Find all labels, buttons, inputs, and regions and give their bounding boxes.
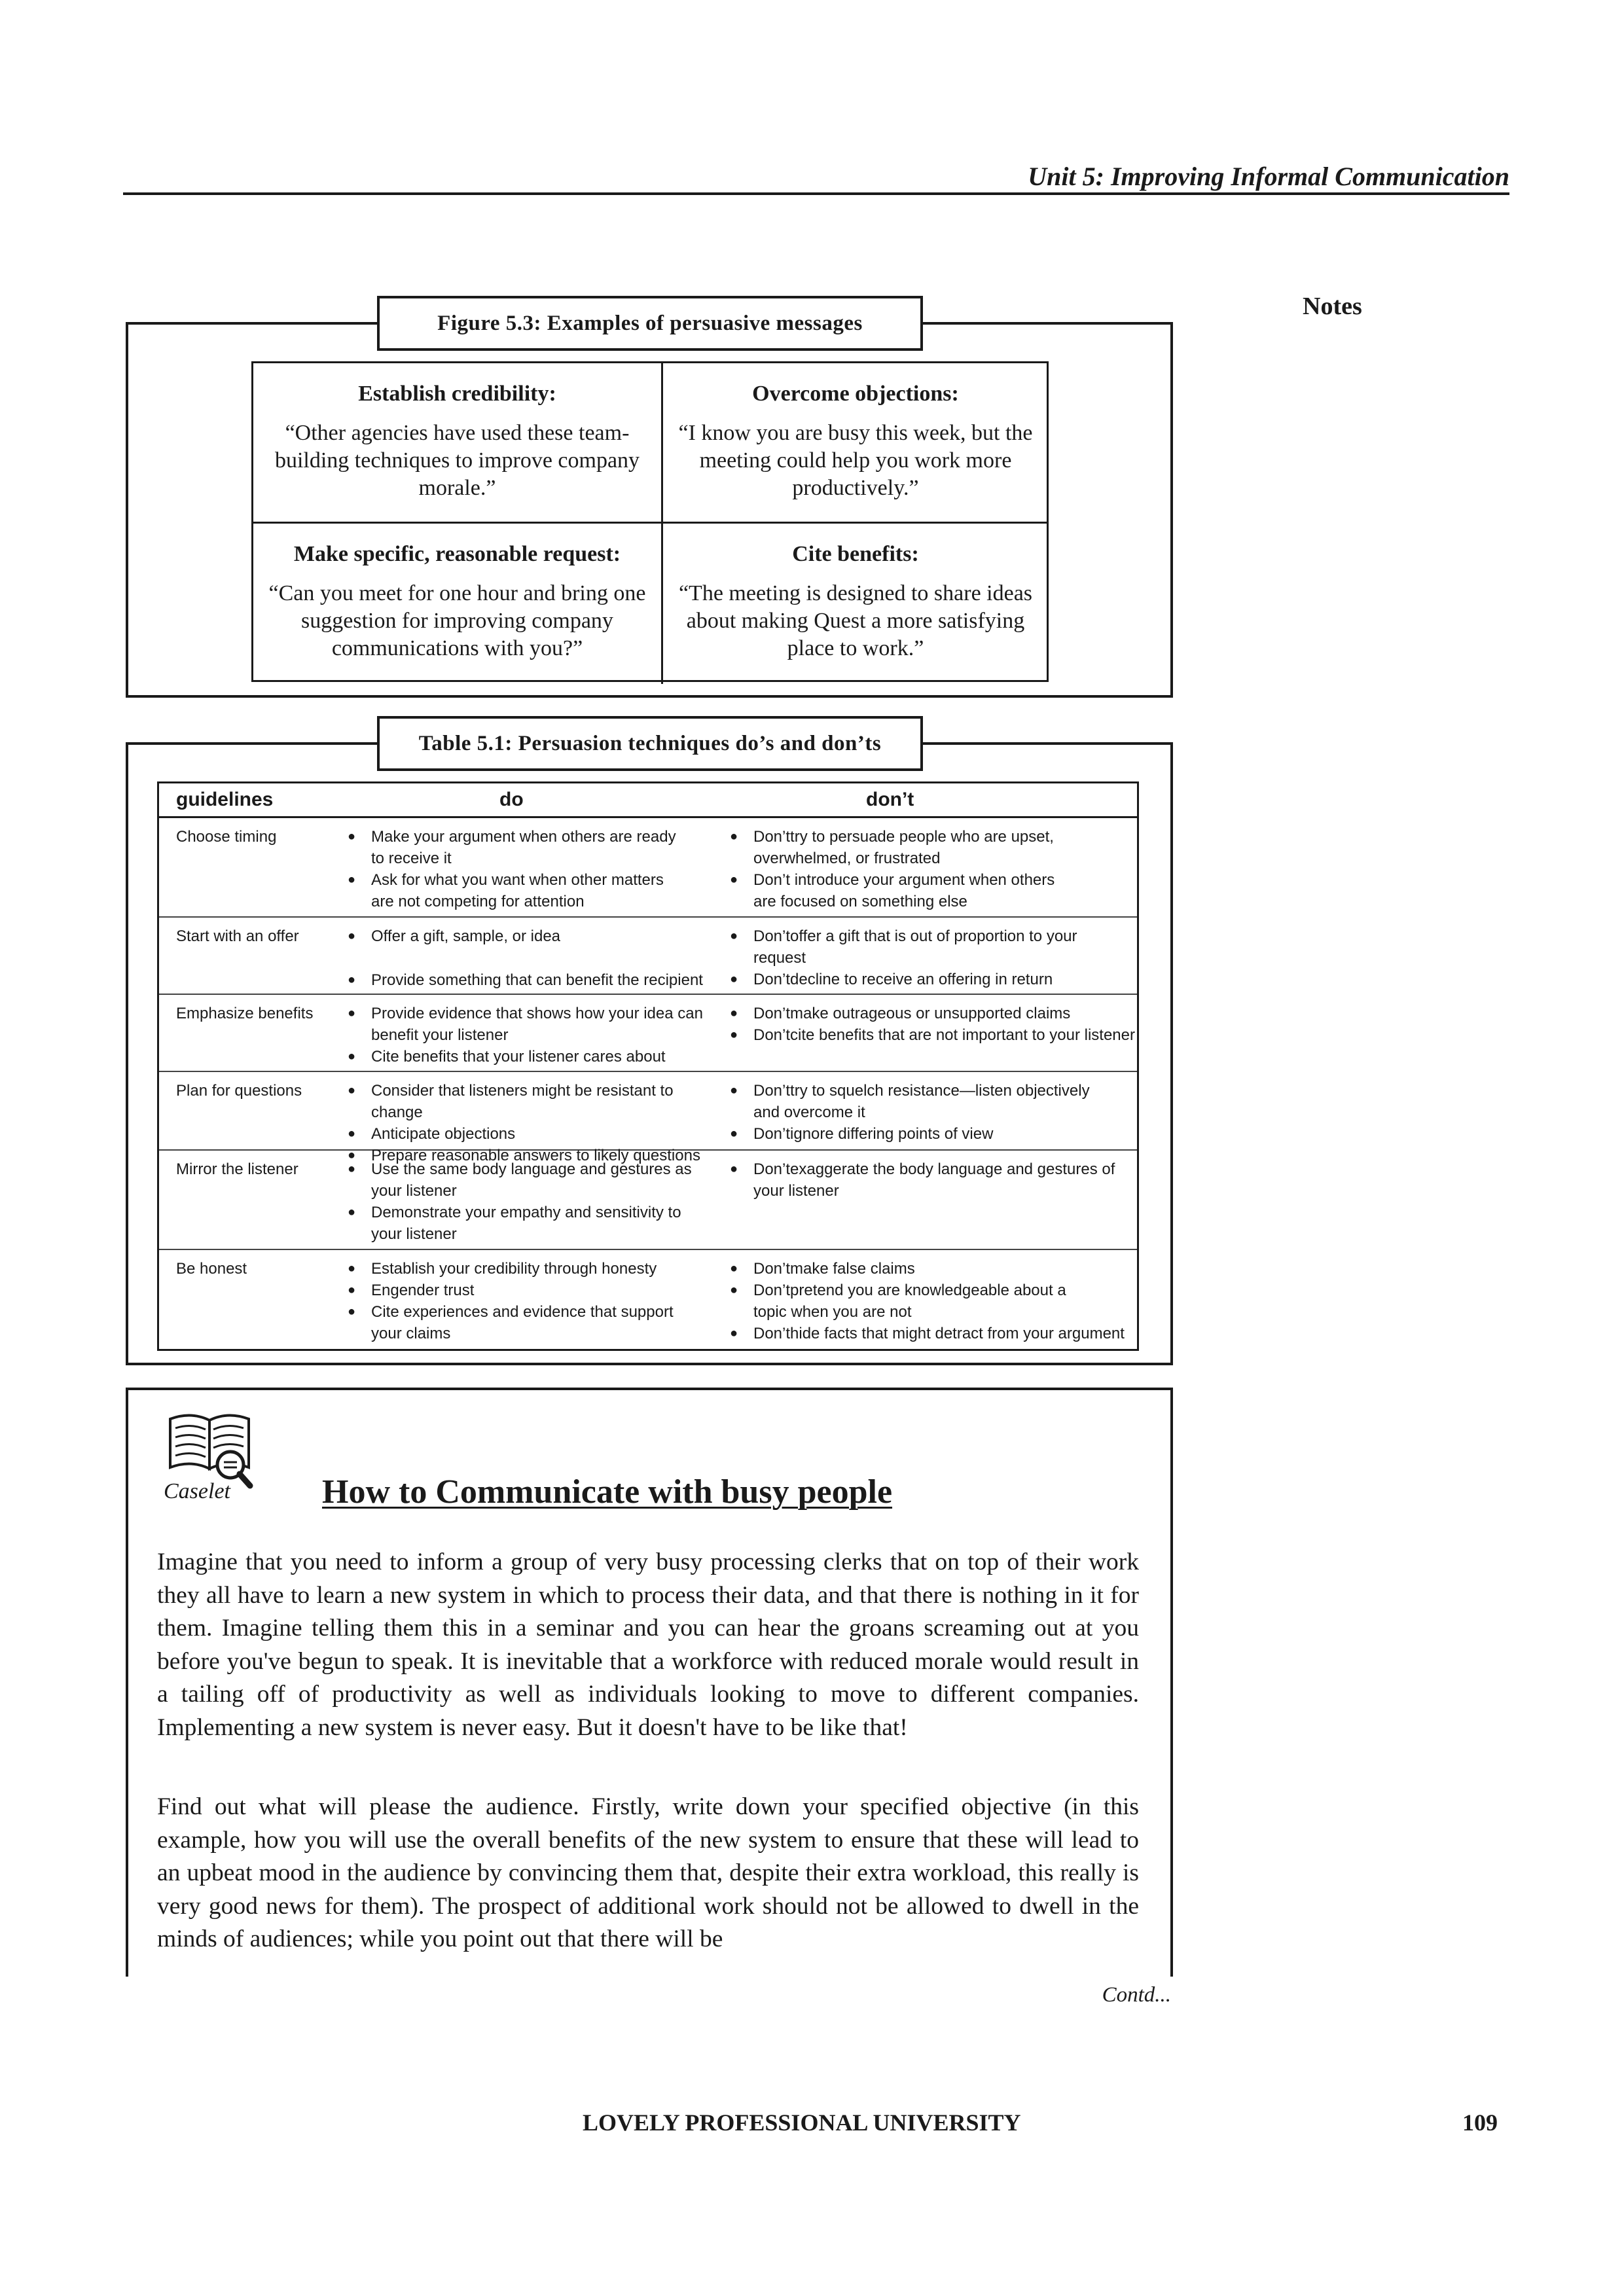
figure-cell-text: “The meeting is designed to share ideas about making Quest a more satisfying place to work.” bbox=[678, 581, 1033, 660]
dont-cell bbox=[730, 1003, 1136, 1046]
do-item: ● Anticipate objections bbox=[348, 1123, 721, 1145]
do-cell bbox=[348, 1258, 721, 1344]
do-item: ● Consider that listeners might be resistant to change bbox=[348, 1080, 721, 1123]
dont-cell bbox=[730, 1258, 1136, 1344]
dont-item: ● Don’tmake outrageous or unsupported claims bbox=[730, 1003, 1136, 1024]
do-item: ● Cite benefits that your listener cares about bbox=[348, 1046, 721, 1067]
dont-cell bbox=[730, 925, 1136, 990]
do-item: ● Offer a gift, sample, or idea bbox=[348, 925, 721, 947]
footer-institution: LOVELY PROFESSIONAL UNIVERSITY bbox=[583, 2109, 1021, 2136]
dont-item: ● Don’tignore differing points of view bbox=[730, 1123, 1136, 1145]
guideline-cell: Emphasize benefits bbox=[176, 1005, 314, 1022]
dont-item: ● Don’toffer a gift that is out of proportion to your request bbox=[730, 925, 1136, 969]
guideline-cell: Plan for questions bbox=[176, 1082, 302, 1100]
figure-cell-benefits bbox=[663, 524, 1048, 684]
do-cell bbox=[348, 1003, 721, 1067]
header-dont: don’t bbox=[866, 789, 914, 810]
dont-item: ● Don’ttry to persuade people who are upset, overwhelmed, or frustrated bbox=[730, 826, 1136, 869]
dont-item: ● Don’tcite benefits that are not important to your listener bbox=[730, 1024, 1136, 1046]
do-item: ● Prepare reasonable answers to likely questions bbox=[348, 1145, 721, 1166]
figure-cell-objections bbox=[663, 363, 1048, 524]
figure-cell-request bbox=[253, 524, 663, 684]
dont-item: and overcome it bbox=[753, 1103, 865, 1121]
running-header: Unit 5: Improving Informal Communication bbox=[1028, 162, 1509, 191]
do-item: ● Demonstrate your empathy and sensitivity to your listener bbox=[348, 1202, 721, 1245]
caselet-label: Caselet bbox=[164, 1479, 230, 1503]
figure-grid bbox=[251, 361, 1049, 682]
notes-label: Notes bbox=[1303, 293, 1362, 320]
persuasion-table bbox=[157, 781, 1139, 1351]
figure-cell-text: “Can you meet for one hour and bring one suggestion for improving company communications with you?” bbox=[268, 581, 646, 660]
table-row bbox=[159, 818, 1137, 918]
header-do: do bbox=[499, 789, 524, 810]
page-number: 109 bbox=[1462, 2109, 1498, 2136]
guideline-cell: Mirror the listener bbox=[176, 1160, 298, 1178]
continued-note: Contd... bbox=[1102, 1983, 1171, 2007]
guideline-cell: Start with an offer bbox=[176, 927, 299, 945]
caselet-title: How to Communicate with busy people bbox=[322, 1473, 893, 1511]
table-row bbox=[159, 1072, 1137, 1164]
dont-item: ● Don’thide facts that might detract from your argument bbox=[730, 1323, 1136, 1344]
dont-item: ● Don’tpretend you are knowledgeable about a bbox=[730, 1280, 1136, 1301]
dont-item: ● Don’tmake false claims bbox=[730, 1258, 1136, 1280]
figure-cell-heading: Establish credibility: bbox=[358, 382, 556, 406]
dont-cell bbox=[730, 826, 1136, 912]
table-header-row bbox=[159, 783, 1137, 818]
header-rule bbox=[123, 192, 1509, 195]
caselet-paragraph: Imagine that you need to inform a group of very busy processing clerks that on top of their work they all have to learn a new system in which to process their data, and that there is nothing in it for them. Imagine telling them this in a seminar and you can hear the groans screaming out at you before you've begun to speak. It is inevitable that a workforce with reduced morale would result in a tailing off of productivity as well as individuals looking to move to different companies. Implementing a new system is never easy. But it doesn't have to be like that! bbox=[157, 1549, 1139, 1741]
do-item: ● Provide evidence that shows how your idea can benefit your listener bbox=[348, 1003, 721, 1046]
guideline-cell: Choose timing bbox=[176, 828, 277, 846]
figure-title: Figure 5.3: Examples of persuasive messages bbox=[377, 296, 923, 351]
dont-item: ● Don’texaggerate the body language and gestures of your listener bbox=[730, 1158, 1136, 1202]
figure-cell-heading: Overcome objections: bbox=[752, 382, 959, 406]
do-item: ● Cite experiences and evidence that support your claims bbox=[348, 1301, 721, 1344]
figure-cell-text: “Other agencies have used these team-building techniques to improve company morale.” bbox=[274, 421, 640, 500]
do-item: ● Provide something that can benefit the recipient bbox=[348, 969, 721, 991]
table-row bbox=[159, 1151, 1137, 1250]
figure-cell-credibility bbox=[253, 363, 663, 524]
do-cell bbox=[348, 826, 721, 912]
dont-cell bbox=[730, 1158, 1136, 1202]
do-cell bbox=[348, 925, 721, 991]
do-item: ● Engender trust bbox=[348, 1280, 721, 1301]
figure-cell-heading: Make specific, reasonable request: bbox=[293, 542, 621, 566]
table-row bbox=[159, 995, 1137, 1072]
dont-item: ● Don’ttry to squelch resistance—listen objectively bbox=[730, 1080, 1136, 1102]
figure-cell-heading: Cite benefits: bbox=[792, 542, 919, 566]
dont-item: ● Don’t introduce your argument when others are focused on something else bbox=[730, 869, 1136, 912]
table-row bbox=[159, 918, 1137, 995]
do-item: ● Establish your credibility through honesty bbox=[348, 1258, 721, 1280]
do-item: ● Make your argument when others are ready to receive it bbox=[348, 826, 721, 869]
dont-item: topic when you are not bbox=[753, 1303, 912, 1321]
dont-item: ● Don’tdecline to receive an offering in return bbox=[730, 969, 1136, 990]
table-row bbox=[159, 1250, 1137, 1350]
book-magnifier-icon bbox=[165, 1406, 257, 1491]
table-title: Table 5.1: Persuasion techniques do’s and don’ts bbox=[377, 716, 923, 771]
dont-cell bbox=[730, 1080, 1136, 1145]
header-guidelines: guidelines bbox=[176, 789, 274, 810]
guideline-cell: Be honest bbox=[176, 1260, 247, 1278]
do-cell bbox=[348, 1158, 721, 1245]
do-item: ● Ask for what you want when other matters are not competing for attention bbox=[348, 869, 721, 912]
do-item: ● Use the same body language and gestures as your listener bbox=[348, 1158, 721, 1202]
figure-cell-text: “I know you are busy this week, but the meeting could help you work more productively.” bbox=[678, 421, 1033, 500]
caselet-paragraph: Find out what will please the audience. Firstly, write down your specified objective (in this example, how you will use the overall benefits of the new system to ensure that these will lead to an upbeat mood in the audience by convincing them that, despite their extra workload, this really is very good news for them). The prospect of additional work should not be allowed to dwell in the minds of audiences; while you point out that there will be bbox=[157, 1793, 1139, 1952]
